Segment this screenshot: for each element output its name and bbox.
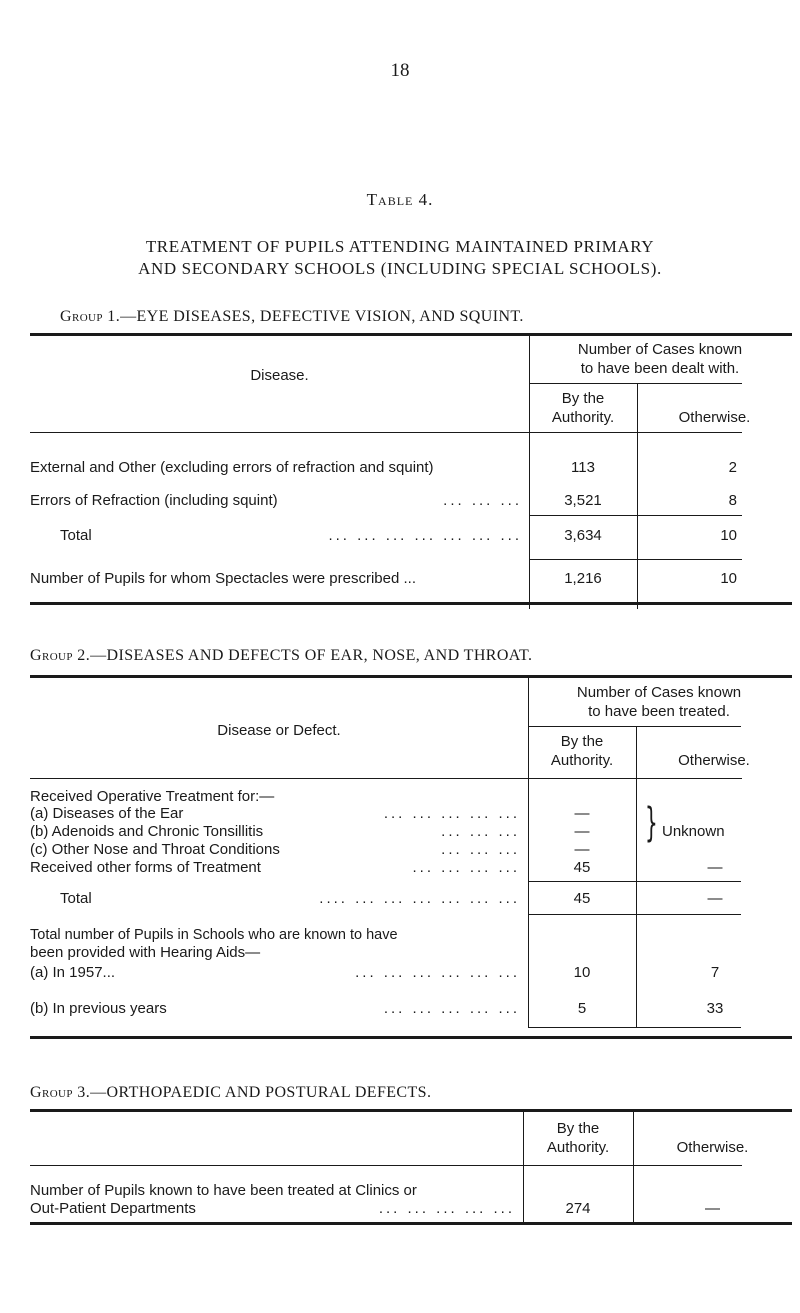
g1-total-rule-top xyxy=(529,515,742,516)
g1-row-spectacles-otherwise: 10 xyxy=(720,570,737,587)
group2-title-rest: —DISEASES AND DEFECTS OF EAR, NOSE, AND THROAT. xyxy=(90,647,533,664)
g3-top-rule xyxy=(30,1109,792,1112)
g2-item-ear-authority: — xyxy=(574,805,590,822)
g2-col-authority-line1: By the xyxy=(560,733,604,750)
group3-title-rest: —ORTHOPAEDIC AND POSTURAL DEFECTS. xyxy=(90,1084,432,1101)
g1-sub-rule xyxy=(529,383,742,384)
g1-row-spectacles-label: Number of Pupils for whom Spectacles were prescribed ... xyxy=(30,570,416,587)
g2-col-number-line2: to have been treated. xyxy=(588,703,730,720)
g2-top-rule xyxy=(30,675,792,678)
g1-row-refraction-authority: 3,521 xyxy=(564,492,602,509)
g1-row-external-label: External and Other (excluding errors of refraction and squint) xyxy=(30,459,434,476)
g2-hearing-line2: been provided with Hearing Aids— xyxy=(30,944,261,961)
g2-hearing-a-dots: ... ... ... ... ... ... xyxy=(355,964,520,981)
g2-item-nose-throat-authority: — xyxy=(574,841,590,858)
g2-col-disease: Disease or Defect. xyxy=(217,722,341,739)
g2-unknown-brace: } xyxy=(645,800,658,846)
g3-row-otherwise: — xyxy=(705,1200,720,1217)
g1-col-number-line2: to have been dealt with. xyxy=(580,360,740,377)
g1-row-refraction-otherwise: 8 xyxy=(728,492,737,509)
g2-item-adenoids-dots: ... ... ... xyxy=(441,823,520,840)
g1-col-authority-line1: By the xyxy=(561,390,605,407)
g2-hearing-b-dots: ... ... ... ... ... xyxy=(383,1000,520,1017)
g3-col-authority-line2: Authority. xyxy=(546,1139,610,1156)
g1-row-total-otherwise: 10 xyxy=(720,527,737,544)
g1-row-total-dots: ... ... ... ... ... ... ... xyxy=(328,527,522,544)
g3-row-label-line2: Out-Patient Departments xyxy=(30,1200,196,1217)
main-heading-line1: TREATMENT OF PUPILS ATTENDING MAINTAINED PRIMARY xyxy=(145,237,655,256)
g2-sub-rule xyxy=(528,726,741,727)
g1-bottom-rule xyxy=(30,602,792,605)
g3-col-authority-line1: By the xyxy=(556,1120,600,1137)
g1-row-refraction-label: Errors of Refraction (including squint) xyxy=(30,492,278,509)
group1-title-prefix: Group 1. xyxy=(60,308,121,325)
g3-bottom-rule xyxy=(30,1222,792,1225)
group3-title xyxy=(30,1084,431,1102)
main-heading-line2: AND SECONDARY SCHOOLS (INCLUDING SPECIAL SCHOOLS). xyxy=(138,259,662,278)
g2-other-forms-otherwise: — xyxy=(707,859,723,876)
g2-item-ear-label: (a) Diseases of the Ear xyxy=(30,805,184,822)
g2-col-otherwise: Otherwise. xyxy=(678,752,750,769)
page-number: 18 xyxy=(390,60,410,81)
g3-col-otherwise: Otherwise. xyxy=(676,1139,749,1156)
g2-item-nose-throat-dots: ... ... ... xyxy=(441,841,520,858)
g2-unknown-label: Unknown xyxy=(662,823,725,840)
group2-title-prefix: Group 2. xyxy=(30,647,91,664)
g1-col-otherwise: Otherwise. xyxy=(678,409,751,426)
g2-received-operative: Received Operative Treatment for:— xyxy=(30,788,275,805)
g2-col-number-line1: Number of Cases known xyxy=(576,684,742,701)
g3-row-authority: 274 xyxy=(565,1200,591,1217)
g2-total-dots: .... ... ... ... ... ... ... xyxy=(319,890,520,907)
g2-header-rule xyxy=(30,778,742,779)
g2-end-rule xyxy=(528,1027,741,1028)
group1-title xyxy=(60,308,524,326)
g1-row-external-otherwise: 2 xyxy=(728,459,737,476)
g1-row-refraction-dots: ... ... ... xyxy=(443,492,522,509)
table-title: Table 4. xyxy=(366,190,434,209)
g2-hearing-b-otherwise: 33 xyxy=(706,1000,724,1017)
g1-row-spectacles-authority: 1,216 xyxy=(564,570,602,587)
g3-row-dots: ... ... ... ... ... xyxy=(378,1200,515,1217)
g2-col-authority-line2: Authority. xyxy=(550,752,614,769)
g2-hearing-b-authority: 5 xyxy=(577,1000,587,1017)
g2-bottom-rule xyxy=(30,1036,792,1039)
g2-item-adenoids-label: (b) Adenoids and Chronic Tonsillitis xyxy=(30,823,264,840)
g2-total-rule-top xyxy=(528,881,741,882)
group1-title-rest: —EYE DISEASES, DEFECTIVE VISION, AND SQUINT. xyxy=(120,308,524,325)
g2-item-ear-dots: ... ... ... ... ... xyxy=(383,805,520,822)
g1-total-rule-bottom xyxy=(529,559,742,560)
g2-other-forms-label: Received other forms of Treatment xyxy=(30,859,261,876)
g2-vline-2 xyxy=(636,727,637,1028)
g1-top-rule xyxy=(30,333,792,336)
g1-col-number-line1: Number of Cases known xyxy=(577,341,743,358)
g1-col-disease: Disease. xyxy=(250,367,309,384)
g3-row-label-line1: Number of Pupils known to have been treated at Clinics or xyxy=(30,1182,417,1199)
g2-hearing-line1: Total number of Pupils in Schools who are known to have xyxy=(30,927,398,943)
g2-hearing-a-otherwise: 7 xyxy=(710,964,720,981)
g2-hearing-b-label: (b) In previous years xyxy=(30,1000,167,1017)
g1-row-external-authority: 113 xyxy=(571,459,595,476)
g2-total-authority: 45 xyxy=(573,890,591,907)
g1-row-total-authority: 3,634 xyxy=(564,527,602,544)
group3-title-prefix: Group 3. xyxy=(30,1084,91,1101)
g2-hearing-a-label: (a) In 1957... xyxy=(30,964,116,981)
g2-total-label: Total xyxy=(60,890,92,907)
g2-other-forms-authority: 45 xyxy=(573,859,591,876)
g3-header-rule xyxy=(30,1165,742,1166)
g2-item-adenoids-authority: — xyxy=(574,823,590,840)
g2-other-forms-dots: ... ... ... ... xyxy=(412,859,520,876)
g1-header-rule xyxy=(30,432,742,433)
g2-item-nose-throat-label: (c) Other Nose and Throat Conditions xyxy=(30,841,280,858)
g1-row-total-label: Total xyxy=(60,527,92,544)
g2-total-rule-bottom xyxy=(528,914,741,915)
g2-hearing-a-authority: 10 xyxy=(573,964,591,981)
g2-total-otherwise: — xyxy=(707,890,723,907)
group2-title xyxy=(30,647,532,665)
g1-col-authority-line2: Authority. xyxy=(551,409,615,426)
